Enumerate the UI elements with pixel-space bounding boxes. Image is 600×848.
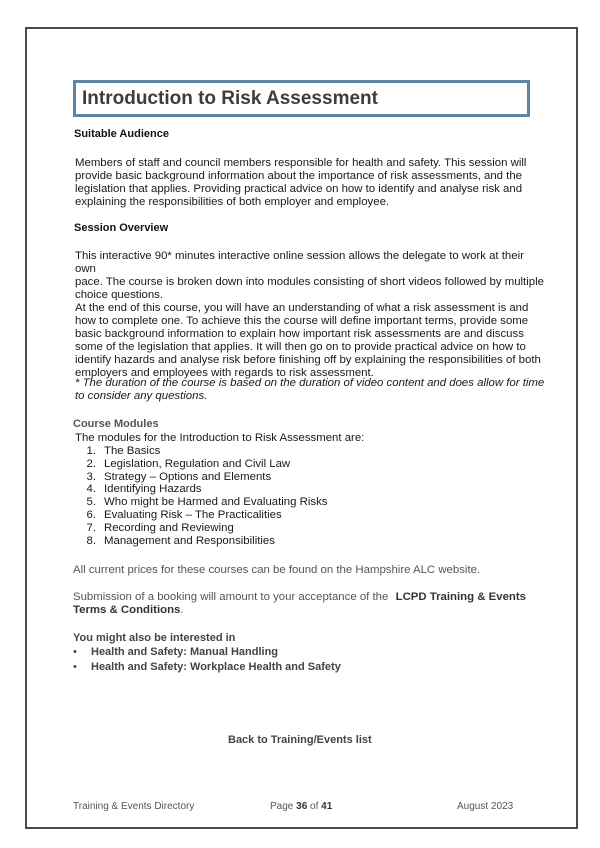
text-line: At the end of this course, you will have an understanding of what a risk assessment is and (75, 302, 529, 314)
related-list (73, 645, 341, 675)
text-line: to consider any questions. (75, 390, 208, 402)
text-line: how to complete one. To achieve this the course will define important terms, provide some (75, 315, 529, 327)
back-to-list-link[interactable]: Back to Training/Events list (228, 734, 372, 746)
submission-line-2: Terms & Conditions. (73, 604, 184, 616)
module-item: 6. Evaluating Risk – The Practicalities (86, 508, 282, 521)
course-modules-heading: Course Modules (73, 418, 159, 430)
text-line: choice questions. (75, 289, 164, 301)
page-title: Introduction to Risk Assessment (82, 88, 378, 109)
submission-text (73, 591, 526, 617)
related-link[interactable]: Health and Safety: Workplace Health and Safety (91, 661, 341, 673)
title-box (73, 80, 530, 117)
module-item: 3. Strategy – Options and Elements (86, 470, 272, 483)
text-line: provide basic background information about the importance of risk assessments, and the (75, 170, 523, 182)
module-item: 1. The Basics (86, 445, 161, 457)
bullet-icon: • (73, 661, 77, 673)
footer-date: August 2023 (457, 801, 514, 812)
text-line: basic background information to explain how important risk assessments are and discuss (75, 328, 524, 340)
module-item: 2. Legislation, Regulation and Civil Law (86, 457, 291, 470)
text-line: explaining the responsibilities of both employer and employee. (75, 196, 390, 208)
terms-link-part1[interactable]: LCPD Training & Events (395, 591, 526, 603)
module-item: 7. Recording and Reviewing (86, 521, 234, 534)
suitable-audience-text (75, 157, 535, 209)
text-line: employers and employees with regards to risk assessment. (75, 367, 374, 379)
related-item (73, 660, 341, 675)
bullet-icon: • (73, 646, 77, 658)
prices-text: All current prices for these courses can be found on the Hampshire ALC website. (73, 564, 481, 576)
session-overview-heading: Session Overview (74, 222, 169, 234)
terms-link-part2[interactable]: Terms & Conditions (73, 604, 181, 616)
module-item: 4. Identifying Hazards (86, 483, 202, 496)
text-line: This interactive 90* minutes interactive online session allows the delegate to work at their own (75, 250, 524, 275)
related-heading: You might also be interested in (73, 632, 236, 644)
text-line: legislation that applies. Providing practical advice on how to identify and analyse risk and (75, 183, 523, 195)
module-item: 5. Who might be Harmed and Evaluating Risks (86, 496, 328, 509)
related-item (73, 645, 341, 660)
text-line: * The duration of the course is based on the duration of video content and does allow for time (75, 377, 545, 389)
footer-left: Training & Events Directory (73, 801, 195, 812)
course-modules-intro: The modules for the Introduction to Risk Assessment are: (75, 432, 365, 444)
submission-line-1: Submission of a booking will amount to your acceptance of the LCPD Training & Events (73, 591, 526, 603)
text-line: pace. The course is broken down into modules consisting of short videos followed by multiple (75, 276, 544, 288)
duration-note (75, 377, 545, 403)
related-link[interactable]: Health and Safety: Manual Handling (91, 646, 279, 658)
module-item: 8. Management and Responsibilities (86, 534, 275, 547)
text-line: identify hazards and analyse risk before finishing off by explaining the responsibilities of both (75, 354, 541, 366)
course-modules-list (74, 445, 328, 547)
text-line: some of the legislation that applies. It will then go on to provide practical advice on how to (75, 341, 526, 353)
text-line: Members of staff and council members responsible for health and safety. This session will (75, 157, 527, 169)
session-overview-text (75, 250, 545, 380)
suitable-audience-heading: Suitable Audience (74, 128, 169, 140)
footer-page-number: Page 36 of 41 (270, 801, 333, 812)
